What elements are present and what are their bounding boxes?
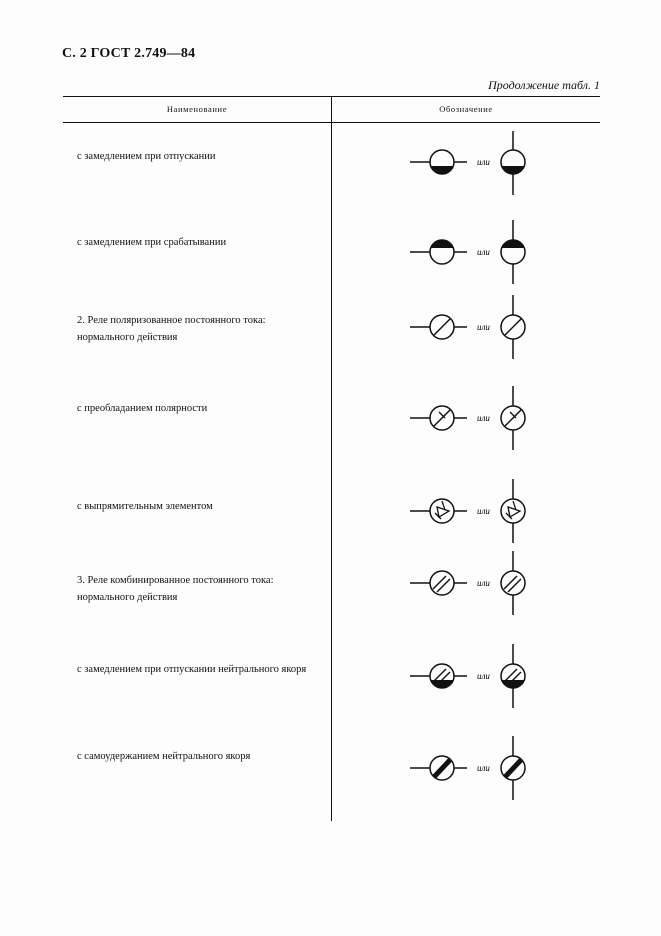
combined-relay-icon bbox=[405, 548, 530, 618]
polarized-relay-icon bbox=[405, 292, 530, 362]
or-label: или bbox=[477, 763, 490, 773]
row-label-rectifier bbox=[77, 498, 213, 515]
or-label: или bbox=[477, 671, 490, 681]
or-label: или bbox=[477, 247, 490, 257]
row-label-line: с замедлением при отпускании bbox=[77, 151, 216, 162]
combined-relay-delay-icon bbox=[405, 642, 530, 712]
combined-relay-latching-icon bbox=[405, 734, 530, 804]
or-label: или bbox=[477, 413, 490, 423]
row-label-delay-release bbox=[77, 148, 215, 165]
or-label: или bbox=[477, 157, 490, 167]
row-label-combined bbox=[77, 572, 273, 606]
row-label-line: с замедлением при срабатывании bbox=[77, 237, 227, 248]
row-label-polarized bbox=[77, 312, 266, 346]
row-label-line: 3. Реле комбинированное постоянного тока: bbox=[77, 575, 274, 586]
page-header: С. 2 ГОСТ 2.749—84 bbox=[62, 46, 196, 61]
relay-delay-operate-icon bbox=[405, 216, 530, 286]
row-label-combined-delay bbox=[77, 661, 306, 678]
table-continuation-note: Продолжение табл. 1 bbox=[488, 78, 600, 92]
row-label-line: с выпрямительным элементом bbox=[77, 501, 213, 512]
row-label-line: нормального действия bbox=[77, 592, 178, 603]
polarized-relay-bias-icon bbox=[405, 384, 530, 454]
relay-rectifier-icon bbox=[405, 477, 530, 547]
row-label-line: нормального действия bbox=[77, 332, 178, 343]
or-label: или bbox=[477, 578, 490, 588]
row-label-polarity-bias bbox=[77, 400, 207, 417]
row-label-latching bbox=[77, 748, 250, 765]
column-header-name: Наименование bbox=[166, 104, 228, 114]
column-header-symbol: Обозначение bbox=[439, 104, 493, 114]
row-label-line: 2. Реле поляризованное постоянного тока: bbox=[77, 315, 266, 326]
row-label-line: с преобладанием полярности bbox=[77, 403, 208, 414]
relay-delay-release-icon bbox=[405, 129, 530, 199]
row-label-line: с самоудержанием нейтрального якоря bbox=[77, 751, 251, 762]
row-label-delay-operate bbox=[77, 234, 226, 251]
or-label: или bbox=[477, 322, 490, 332]
table-column-divider bbox=[331, 96, 332, 821]
row-label-line: с замедлением при отпускании нейтрального якоря bbox=[77, 664, 307, 675]
or-label: или bbox=[477, 506, 490, 516]
